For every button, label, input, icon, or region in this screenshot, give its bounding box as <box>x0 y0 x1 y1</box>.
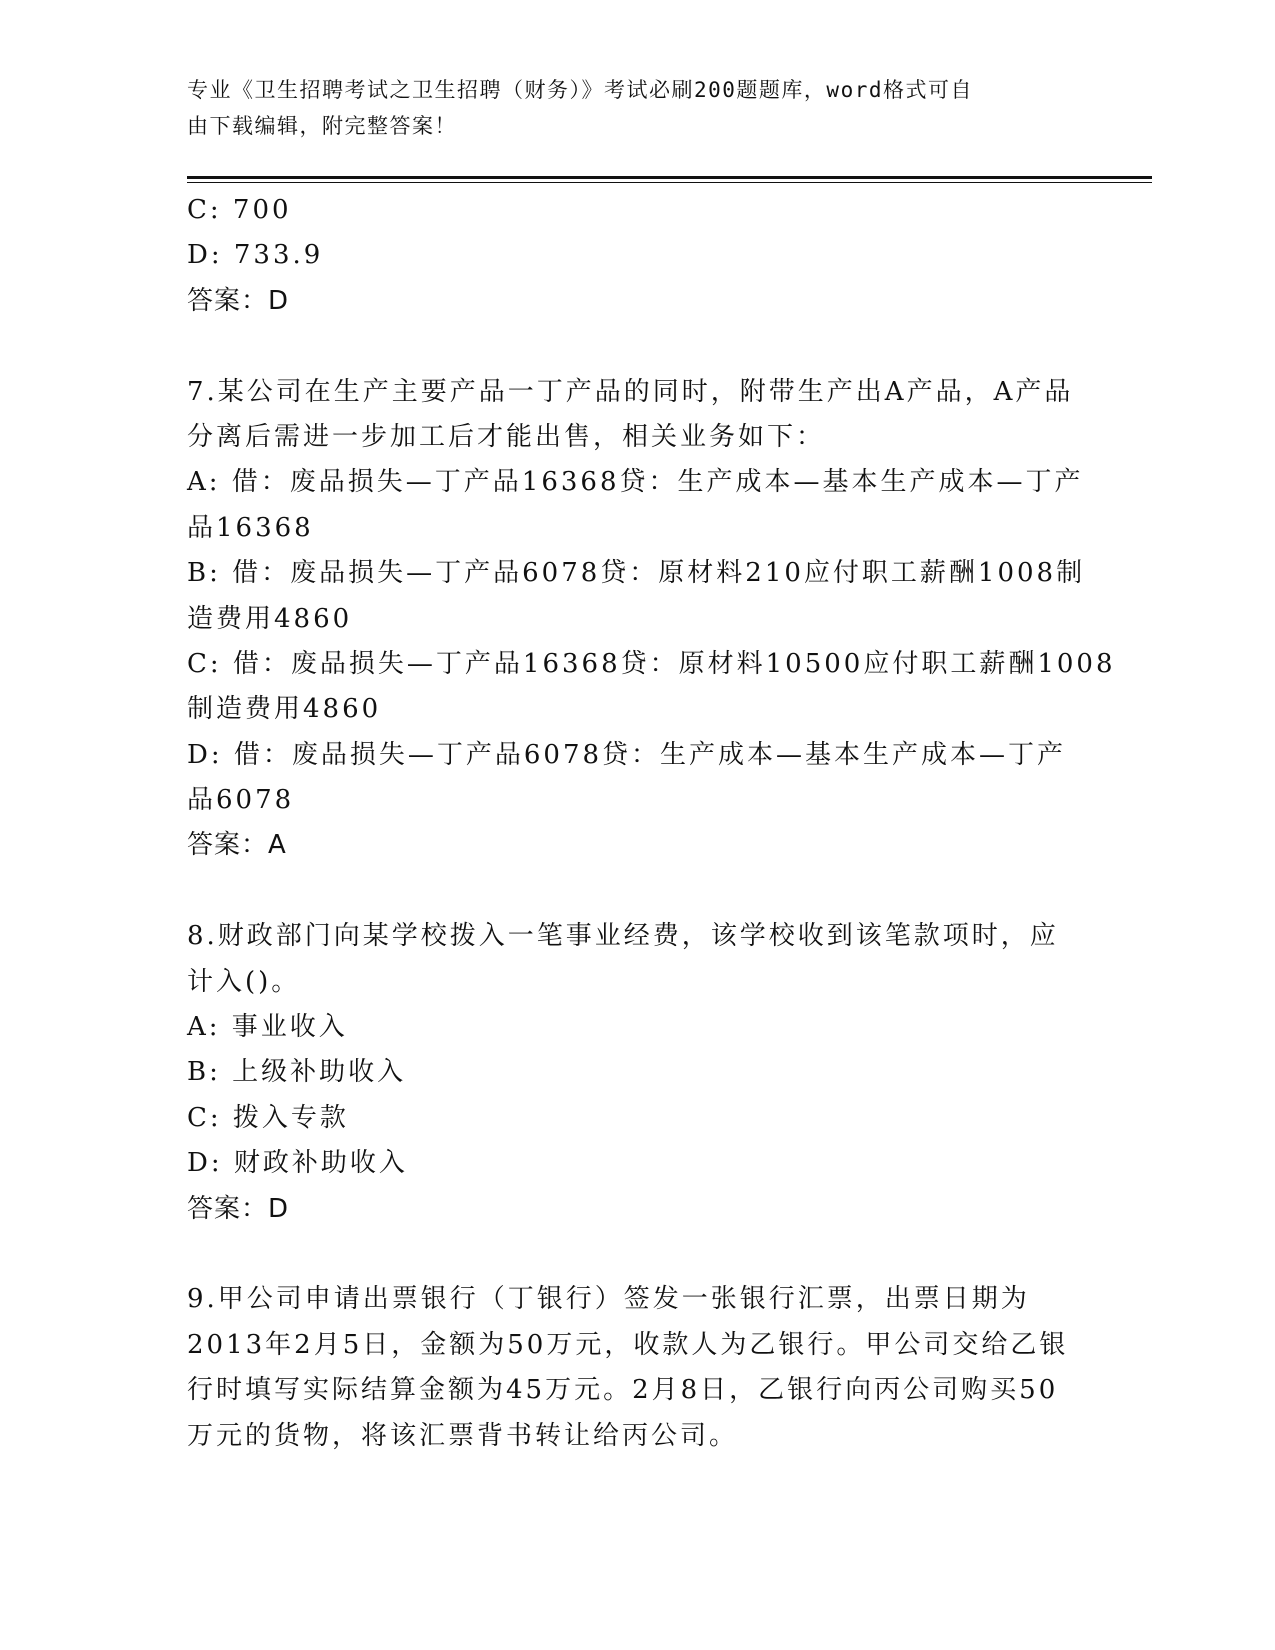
spacer <box>187 1232 1087 1277</box>
prev-option-d: D: 733.9 <box>187 240 324 271</box>
page-header <box>187 72 1067 144</box>
q7-option-c-line-2: 制造费用4860 <box>187 694 382 725</box>
prev-option-c: C: 700 <box>187 195 292 225</box>
q7-answer: 答案：A <box>187 830 287 861</box>
q8-option-c: C: 拨入专款 <box>187 1102 349 1133</box>
q9-stem-line-4: 万元的货物，将该汇票背书转让给丙公司。 <box>187 1420 739 1451</box>
q8-option-b: B: 上级补助收入 <box>187 1057 407 1088</box>
q9-stem-line-1: 9.甲公司申请出票银行（丁银行）签发一张银行汇票，出票日期为 <box>187 1284 1030 1315</box>
question-content <box>187 188 1116 1459</box>
header-rule-thick <box>187 176 1152 179</box>
q7-option-a-line-1: A: 借：废品损失—丁产品16368贷：生产成本—基本生产成本—丁产 <box>187 467 1084 498</box>
spacer <box>187 324 1087 369</box>
q9-stem-line-2: 2013年2月5日，金额为50万元，收款人为乙银行。甲公司交给乙银 <box>187 1329 1069 1360</box>
q7-option-a-line-2: 品16368 <box>187 512 314 543</box>
q7-option-b-line-1: B: 借：废品损失—丁产品6078贷：原材料210应付职工薪酬1008制 <box>187 558 1086 589</box>
q7-option-b-line-2: 造费用4860 <box>187 603 353 634</box>
header-line-2: 由下载编辑，附完整答案！ <box>187 114 457 138</box>
q7-option-d-line-2: 品6078 <box>187 785 295 816</box>
q7-stem-line-1: 7.某公司在生产主要产品一丁产品的同时，附带生产出A产品，A产品 <box>187 376 1074 407</box>
prev-answer: 答案：D <box>187 285 290 316</box>
q8-option-a: A: 事业收入 <box>187 1012 348 1043</box>
q8-option-d: D: 财政补助收入 <box>187 1148 408 1179</box>
q8-stem-line-2: 计入()。 <box>187 966 301 997</box>
q9-stem-line-3: 行时填写实际结算金额为45万元。2月8日，乙银行向丙公司购买50 <box>187 1375 1059 1406</box>
q7-option-c-line-1: C: 借：废品损失—丁产品16368贷：原材料10500应付职工薪酬1008 <box>187 648 1116 679</box>
q7-option-d-line-1: D: 借：废品损失—丁产品6078贷：生产成本—基本生产成本—丁产 <box>187 739 1067 770</box>
header-rule-thin <box>187 182 1152 183</box>
q8-stem-line-1: 8.财政部门向某学校拨入一笔事业经费，该学校收到该笔款项时，应 <box>187 921 1059 952</box>
q8-answer: 答案：D <box>187 1193 290 1224</box>
header-line-1: 专业《卫生招聘考试之卫生招聘（财务）》考试必刷200题题库，word格式可自 <box>187 78 973 102</box>
spacer <box>187 869 1087 914</box>
q7-stem-line-2: 分离后需进一步加工后才能出售，相关业务如下： <box>187 421 826 452</box>
